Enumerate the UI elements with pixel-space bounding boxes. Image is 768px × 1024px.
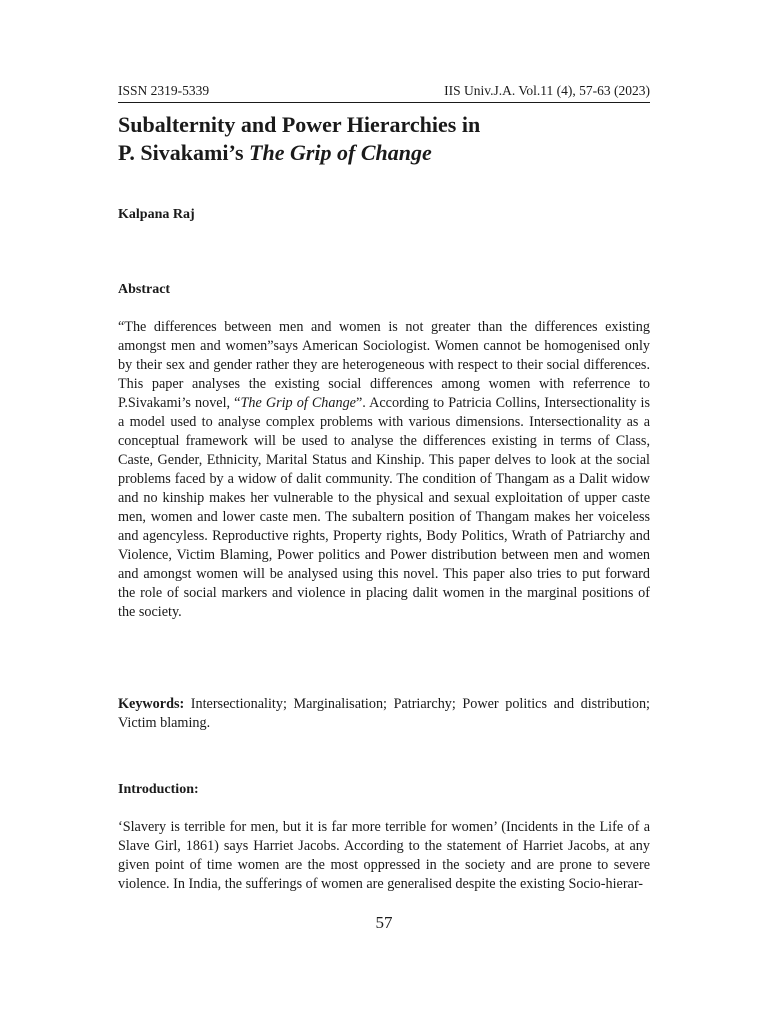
article-title — [118, 111, 650, 167]
author-name: Kalpana Raj — [118, 207, 195, 222]
title-book-name: The Grip of Change — [249, 140, 432, 165]
abstract-text — [118, 318, 650, 622]
abstract-text-part-2: ”. According to Patricia Collins, Intersectionality is a model used to analyse complex problems with various dimensions. Intersectionality as a conceptual framework will be used to analyse the differences existing in terms of Class, Caste, Gender, Ethnicity, Marital Status and Kinship. This paper delves to look at the social problems faced by a widow of dalit community. The condition of Thangam as a Dalit widow and no kinship makes her vulnerable to the physical and sexual exploitation of upper caste men, women and lower caste men. The subaltern position of Thangam makes her voiceless and agencyless. Reproductive rights, Property rights, Body Politics, Wrath of Patriarchy and Violence, Victim Blaming, Power politics and Power distribution between men and women and amongst women will be analysed using this novel. This paper also tries to put forward the role of social markers and violence in placing dalit women in the marginal positions of the society. — [118, 395, 651, 620]
keywords-label: Keywords: — [118, 696, 185, 712]
introduction-heading: Introduction: — [118, 782, 199, 797]
journal-citation: IIS Univ.J.A. Vol.11 (4), 57-63 (2023) — [444, 83, 650, 98]
keywords-paragraph — [118, 695, 650, 733]
abstract-book-title: The Grip of Change — [240, 395, 356, 411]
abstract-heading: Abstract — [118, 282, 171, 297]
introduction-text: ‘Slavery is terrible for men, but it is far more terrible for women’ (Incidents in the Life of a Slave Girl, 1861) says Harriet Jacobs. According to the statement of Harriet Jacobs, at any given point of time women are the most oppressed in the society and are prone to severe violence. In India, the sufferings of women are generalised despite the existing Socio-hierar- — [118, 819, 650, 892]
running-header — [118, 82, 650, 103]
title-line-1: Subalternity and Power Hierarchies in — [118, 112, 481, 137]
keywords-list: Intersectionality; Marginalisation; Patriarchy; Power politics and distribution; Victim blaming. — [118, 696, 650, 731]
title-line-2-prefix: P. Sivakami’s — [118, 140, 250, 165]
issn-label: ISSN 2319-5339 — [118, 83, 210, 98]
abstract-text-part-1: “The differences between men and women is not greater than the differences existing amongst men and women”says American Sociologist. Women cannot be homogenised only by their sex and gender rather they are heterogeneous with respect to their social differences. This paper analyses the existing social differences among women with referrence to P.Sivakami’s novel, “ — [118, 319, 650, 411]
page-number: 57 — [375, 913, 393, 932]
